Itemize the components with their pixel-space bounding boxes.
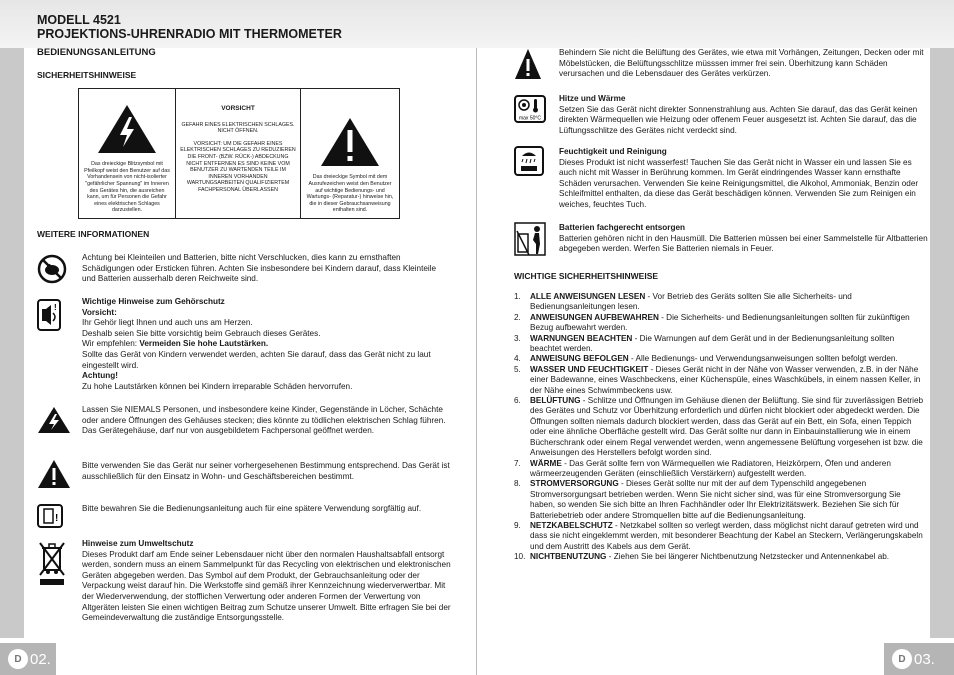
ventilation-note: Behindern Sie nicht die Belüftung des Gerätes, wie etwa mit Vorhängen, Zeitungen, Decken oder mit Möbelstücken, die Belüftungsschlitze müsssen immer frei sein. Überhitzung kann Schäden verursachen und die Lebensdauer des Gerätes verkürzen. <box>559 48 924 79</box>
document-title <box>37 13 342 41</box>
exclamation-triangle-icon <box>319 116 381 168</box>
heat-thermometer-icon <box>514 95 546 123</box>
manual-heading: BEDIENUNGSANLEITUNG <box>37 47 156 58</box>
heat-section <box>559 94 929 136</box>
svg-text:!: ! <box>54 303 57 312</box>
product-name: PROJEKTIONS-UHRENRADIO MIT THERMOMETER <box>37 27 342 41</box>
language-badge: D <box>892 649 912 669</box>
heat-text: Setzen Sie das Gerät nicht direkter Sonnenstrahlung aus. Achten Sie darauf, das das Gerät keinen direkten Wärmequellen wie Heizung oder offenem Feuer ausgesetzt ist. Achten Sie darauf, das die Lüftungsschlitze des Gerätes nicht verdeckt sind. <box>559 104 918 135</box>
hearing-line-2: Deshalb seien Sie bitte vorsichtig beim Gebrauch dieses Gerätes. <box>82 328 321 338</box>
exclamation-explanation: Das dreieckige Symbol mit dem Ausrufezeichen weist den Benutzer auf wichtige Bedienungs- und Wartungs- (Reparatur-) hinweise hin, die in dieser Gebrauchsanweisung enthalten sind. <box>306 174 394 214</box>
hearing-line-4: Zu hohe Lautstärken können bei Kindern irreparable Schäden hervorrufen. <box>82 381 353 391</box>
intended-use-note: Bitte verwenden Sie das Gerät nur seiner vorhergesehenen Bestimmung entsprechend. Das Gerät ist ausschließlich für den Einsatz in Wohn- und Geschäftsbereichen bestimmt. <box>82 461 450 481</box>
hearing-section <box>82 297 452 392</box>
right-side-strip <box>930 48 954 638</box>
lightning-explanation: Das dreieckige Blitzsymbol mit Pfeilkopf weist den Benutzer auf das Vorhandensein von nicht-isolierter "gefährlicher Spannung" im Inneren des Gerätes hin, die ausreichen kann, um für Personen die Gefahr eines elektrischen Schlages darzustellen. <box>84 161 170 214</box>
page-divider <box>476 48 477 675</box>
battery-text: Batterien gehören nicht in den Hausmüll. Die Batterien müssen bei einer Sammelstelle für Altbatterien abgegeben werden. Werfen Sie Batterien niemals in Feuer. <box>559 233 928 254</box>
moisture-cleaning-icon <box>514 146 544 176</box>
battery-title: Batterien fachgerecht entsorgen <box>559 223 686 232</box>
hearing-line-1: Ihr Gehör liegt Ihnen und auch uns am Herzen. <box>82 318 253 328</box>
warning-triangle-icon <box>37 459 71 489</box>
svg-text:!: ! <box>55 513 59 524</box>
list-item: 7. WÄRME - Das Gerät sollte fern von Wärmequellen wie Radiatoren, Heizkörpern, Öfen und anderen wärmeerzeugenden Geräten (einschließlich Verstärkern) aufgestellt werden. <box>514 458 891 478</box>
environment-section <box>82 539 457 624</box>
heat-icon-label: max 50°C <box>518 115 542 122</box>
caution-title: VORSICHT <box>221 105 255 112</box>
safety-instructions-list <box>514 292 924 563</box>
caution-text-short: GEFAHR EINES ELEKTRISCHEN SCHLAGES. NICHT ÖFFNEN. <box>181 121 295 135</box>
list-item: 2. ANWEISUNGEN AUFBEWAHREN - Die Sicherheits- und Bedienungsanleitungen sollten für zukünftigen Bezug aufbewahrt werden. <box>514 312 910 333</box>
caution-box-lightning-cell <box>79 89 176 218</box>
page-number-left <box>0 643 56 675</box>
small-parts-warning: Achtung bei Kleinteilen und Batterien, bitte nicht Verschlucken, dies kann zu ernsthaften Schädigungen oder Ersticken führen. Achten Sie insbesondere bei Kindern darauf, dass Kleinteile und Batterien ausserhalb deren Reichweite sind. <box>82 253 437 284</box>
hearing-recommend-prefix: Wir empfehlen: <box>82 339 140 349</box>
language-badge: D <box>8 649 28 669</box>
caution-box <box>78 88 400 219</box>
hearing-caution: Vorsicht: <box>82 307 117 317</box>
heat-title: Hitze und Wärme <box>559 94 626 103</box>
no-small-parts-icon <box>37 254 67 284</box>
environment-text: Dieses Produkt darf am Ende seiner Lebensdauer nicht über den normalen Haushaltsabfall entsorgt werden, sondern muss an einem Sammelpunkt für das Recycling von elektrischen und elektronischen Geräten abgegeben werden. Das Symbol auf dem Produkt, der Gebrauchsanleitung oder der Verpackung weist darauf hin. Die Werkstoffe sind gemäß ihrer Kennzeichnung wiederverwertbar. Mit der Wiederverwendung, der stofflichen Verwertung oder anderen Formen der Verwertung von Altgeräten leisten Sie einen wichtigen Beitrag zum Schutze unserer Umwelt. Bitte erfragen Sie bei der Gemeindeverwaltung die zuständige Entsorgungsstelle. <box>82 549 451 623</box>
model-number: MODELL 4521 <box>37 13 121 27</box>
caution-box-center-cell <box>176 89 301 218</box>
children-openings-warning: Lassen Sie NIEMALS Personen, und insbesondere keine Kinder, Gegenstände in Löcher, Schächte oder andere Öffnungen des Gehäuses stecken; dies könnte zu tödlichen elektrischen Schlag führen. Das Gerätegehäuse, darf nur von ausgebildetem Fachpersonal geöffnet werden. <box>82 405 446 436</box>
page-number: 02. <box>30 650 51 668</box>
keep-manual-note: Bitte bewahren Sie die Bedienungsanleitung auch für eine spätere Verwendung sorgfältig auf. <box>82 504 422 513</box>
left-side-strip <box>0 48 24 638</box>
caution-text-long: VORSICHT: UM DIE GEFAHR EINES ELEKTRISCHEN SCHLAGES ZU REDUZIEREN DIE FRONT- (BZW. RÜCK-) ABDECKUNG NICHT ENTFERNEN ES SIND KEINE VOM BENUTZER ZU WARTENDEN TEILE IM INNEREN VORHANDEN WARTUNGSARBEITEN QUALIFIZIERTEM FACHPERSONAL ÜBERLASSEN <box>180 140 296 193</box>
battery-section <box>559 223 929 255</box>
list-item: 4. ANWEISUNG BEFOLGEN - Alle Bedienungs- und Verwendungsanweisungen sollten befolgt werden. <box>514 354 898 364</box>
moisture-section <box>559 147 929 211</box>
list-item: 1. ALLE ANWEISUNGEN LESEN - Vor Betrieb des Geräts sollten Sie alle Sicherheits- und Bedienungsanleitungen lesen. <box>514 292 852 312</box>
hearing-title: Wichtige Hinweise zum Gehörschutz <box>82 297 225 306</box>
list-item: 3. WARNUNGEN BEACHTEN - Die Warnungen auf dem Gerät und in der Bedienungsanleitung sollten beachtet werden. <box>514 333 895 354</box>
list-item: 8. STROMVERSORGUNG - Dieses Gerät sollte nur mit der auf dem Typenschild angegebenen Stromversorgungsart betrieben werden. Wenn Sie nicht sicher sind, was für eine Stromversorgung Sie haben, so wenden Sie sich bitte an Ihren Fachhändler oder Ihr Elektrizitätswerk. Beziehen Sie sich für Batteriebetrieb oder andere Stromquellen bitte auf die Bedienungsanleitung. <box>514 479 901 520</box>
moisture-title: Feuchtigkeit und Reinigung <box>559 147 667 156</box>
important-safety-heading: WICHTIGE SICHERHEITSHINWEISE <box>514 271 659 281</box>
hearing-protection-icon <box>37 299 61 331</box>
hearing-line-3: Sollte das Gerät von Kindern verwendet werden, achten Sie darauf, dass das Gerät nicht zu laut eingestellt wird. <box>82 349 431 370</box>
crossed-out-bin-icon <box>37 540 67 586</box>
manual-book-icon <box>37 504 63 528</box>
environment-title: Hinweise zum Umweltschutz <box>82 539 194 548</box>
hearing-attention: Achtung! <box>82 371 118 381</box>
list-item: 5. WASSER UND FEUCHTIGKEIT - Dieses Gerät nicht in der Nähe von Wasser verwenden, z.B. in der Nähe einer Badewanne, eines Waschbeckens, einer Küchenspüle, eines Waschkübels, in einem nassen Keller, in der Nähe eines Schwimmbeckens usw. <box>514 364 921 395</box>
page-number-right <box>884 643 954 675</box>
ventilation-warning-icon <box>514 48 542 80</box>
safety-heading: SICHERHEITSHINWEISE <box>37 70 137 80</box>
lightning-triangle-icon <box>96 103 158 155</box>
list-item: 9. NETZKABELSCHUTZ - Netzkabel sollten so verlegt werden, dass möglichst nicht darauf getreten wird und dass sie nicht eingeklemmt werden, mit besonderer Beachtung der Kabel an Steckern, Verlängerungskabeln und dem Austritt des Kabels aus dem Gerät. <box>514 520 923 551</box>
caution-box-exclamation-cell <box>301 89 399 218</box>
battery-disposal-icon <box>514 222 546 256</box>
moisture-text: Dieses Produkt ist nicht wasserfest! Tauchen Sie das Gerät nicht in Wasser ein und lassen Sie es auch nicht mit Wasser in Berührung kommen. Im Gerät eindringendes Wasser kann ernsthafte Schäden verursachen. Verwenden Sie keine Reinigungsmittel, die Alkohol, Ammoniak, Benzin oder Schleifmittel enthalten, da diese das Gerät beschädigen können. Verwenden Sie zum Reinigen ein weiches, feuchtes Tuch. <box>559 157 919 209</box>
list-item: 6. BELÜFTUNG - Schlitze und Öffnungen im Gehäuse dienen der Belüftung. Sie sind für zuverlässigen Betrieb des Gerätes und Schutz vor Überhitzung erforderlich und dürfen nicht blockiert oder abgedeckt werden. Die Öffnungen sollten niemals dadurch blockiert werden, dass das Gerät auf ein Bett, ein Sofa, einen Teppich oder eine ähnliche Oberfläche gestellt wird. Das Gerät sollte nur dann in Einbauinstallierung wie in einem Bücherschrank oder einem Regal verwendet werden, wenn angemessene Belüftung vorgesehen ist bzw. die Anweisungen des Herstellers befolgt worden sind. <box>514 396 924 458</box>
list-item: 10. NICHTBENUTZUNG - Ziehen Sie bei längerer Nichtbenutzung Netzstecker und Antennenkabel ab. <box>514 552 890 562</box>
child-shock-warning-icon <box>37 406 71 434</box>
page-number: 03. <box>914 650 935 668</box>
hearing-recommend: Vermeiden Sie hohe Lautstärken. <box>139 339 269 349</box>
more-info-heading: WEITERE INFORMATIONEN <box>37 229 150 239</box>
